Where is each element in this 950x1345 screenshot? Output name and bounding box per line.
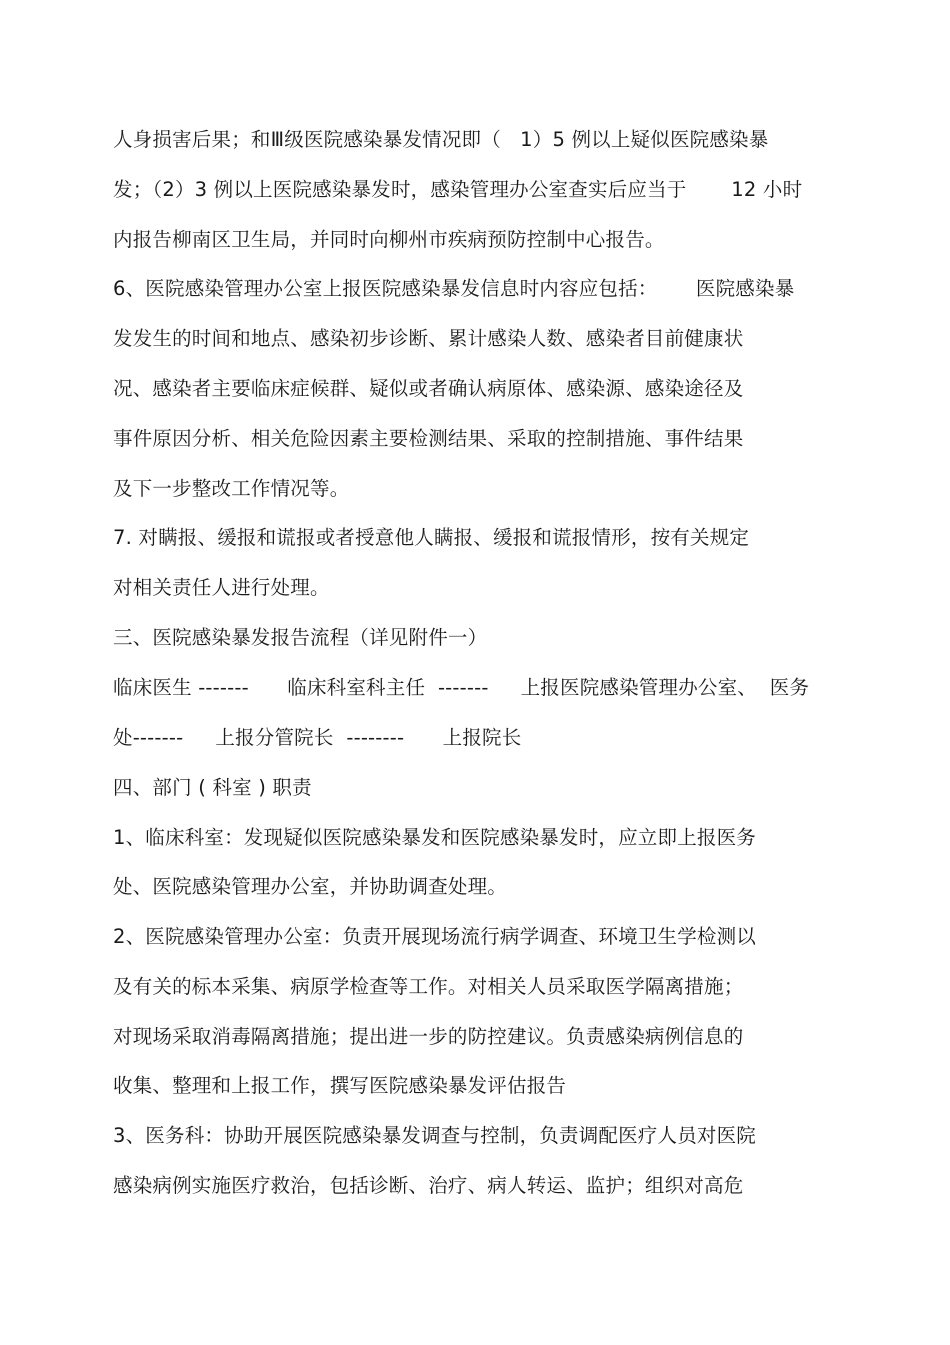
text-line: 处------- 上报分管院长 -------- 上报院长 [113, 726, 522, 749]
text-line: 发；（2）3 例以上医院感染暴发时，感染管理办公室查实后应当于 12 小时 [113, 178, 803, 201]
text-line: 及有关的标本采集、病原学检查等工作。对相关人员采取医学隔离措施； [113, 975, 744, 998]
text-line: 6、医院感染管理办公室上报医院感染暴发信息时内容应包括： 医院感染暴 [113, 277, 795, 300]
section-heading: 三、医院感染暴发报告流程（详见附件一） [113, 626, 488, 649]
section-heading: 四、部门 ( 科室 ) 职责 [113, 776, 312, 799]
text-line: 处、医院感染管理办公室，并协助调查处理。 [113, 875, 508, 898]
text-line: 对现场采取消毒隔离措施；提出进一步的防控建议。负责感染病例信息的 [113, 1025, 744, 1048]
text-line: 临床医生 ------- 临床科室科主任 ------- 上报医院感染管理办公室、 医务 [113, 676, 810, 699]
text-line: 收集、整理和上报工作，撰写医院感染暴发评估报告 [113, 1074, 567, 1097]
text-line: 发发生的时间和地点、感染初步诊断、累计感染人数、感染者目前健康状 [113, 327, 744, 350]
text-line: 及下一步整改工作情况等。 [113, 477, 350, 500]
text-line: 内报告柳南区卫生局，并同时向柳州市疾病预防控制中心报告。 [113, 228, 665, 251]
text-line: 7. 对瞒报、缓报和谎报或者授意他人瞒报、缓报和谎报情形，按有关规定 [113, 526, 750, 549]
text-line: 人身损害后果；和Ⅲ级医院感染暴发情况即（ 1）5 例以上疑似医院感染暴 [113, 128, 769, 151]
text-line: 1、临床科室：发现疑似医院感染暴发和医院感染暴发时，应立即上报医务 [113, 826, 757, 849]
text-line: 对相关责任人进行处理。 [113, 576, 330, 599]
text-line: 3、医务科：协助开展医院感染暴发调查与控制，负责调配医疗人员对医院 [113, 1124, 757, 1147]
text-line: 况、感染者主要临床症候群、疑似或者确认病原体、感染源、感染途径及 [113, 377, 744, 400]
text-line: 2、医院感染管理办公室：负责开展现场流行病学调查、环境卫生学检测以 [113, 925, 757, 948]
text-line: 事件原因分析、相关危险因素主要检测结果、采取的控制措施、事件结果 [113, 427, 744, 450]
text-line: 感染病例实施医疗救治，包括诊断、治疗、病人转运、监护；组织对高危 [113, 1174, 744, 1197]
